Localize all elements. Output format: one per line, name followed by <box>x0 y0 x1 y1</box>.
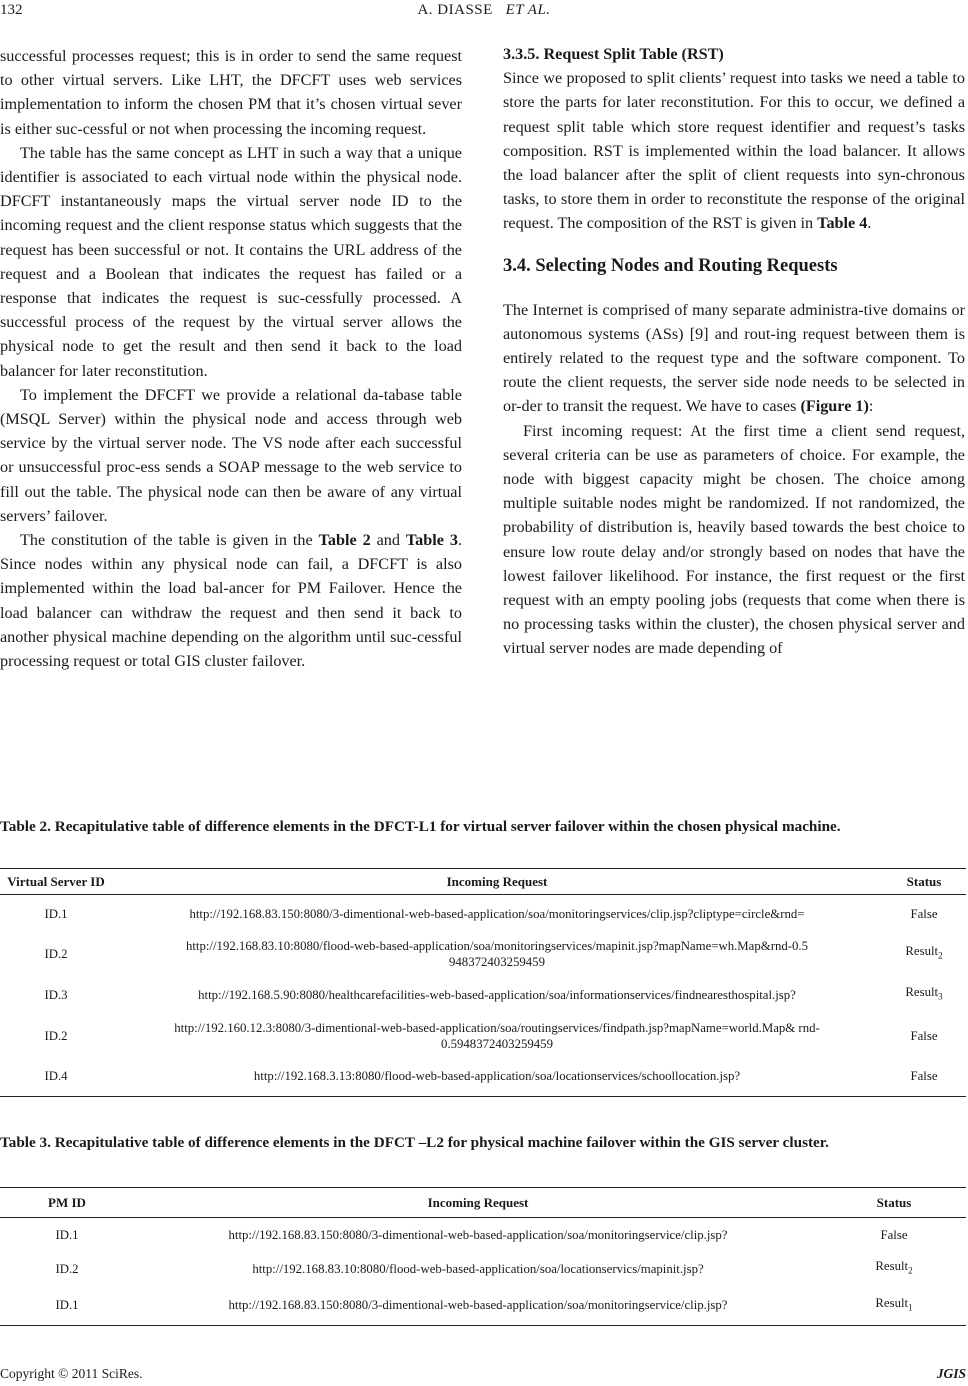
running-head-authors: A. DIASSE <box>417 2 493 18</box>
page-number: 132 <box>0 2 23 18</box>
table-cell-status <box>882 975 966 1015</box>
table-4-ref: Table 4 <box>817 214 868 233</box>
table-2-caption: Table 2. Recapitulative table of difference elements in the DFCT-L1 for virtual server failover within the chosen physical machine. <box>0 818 841 835</box>
table-cell-request: http://192.168.83.150:8080/3-dimentional-web-based-application/soa/monitoringservice/clip.jsp? <box>134 1286 822 1326</box>
table-2-header-request: Incoming Request <box>112 869 882 895</box>
table-cell-status: False <box>910 1028 938 1043</box>
right-paragraph-1 <box>503 66 965 235</box>
table-cell-request: http://192.160.12.3:8080/3-dimentional-web-based-application/soa/routingservices/findpath.jsp?mapName=world.Map& rnd-0.5948372403259459 <box>174 1020 820 1051</box>
left-paragraph-3: To implement the DFCFT we provide a relational da-tabase table (MSQL Server) within the physical node and access through web service by the virtual server node. The VS node after each successful or unsuccessful proc-ess sends a SOAP message to the web service to fill out the table. The physical node can then be aware of any virtual servers’ failover. <box>0 385 462 525</box>
table-row <box>0 933 966 975</box>
table-cell-status <box>822 1252 966 1286</box>
figure-1-ref: (Figure 1) <box>800 397 869 416</box>
left-paragraph-4 <box>0 528 462 673</box>
table-cell-status: False <box>882 1057 966 1097</box>
left-p4-text-b: and <box>370 531 406 550</box>
table-row <box>0 1218 966 1252</box>
left-p4-text-a: The constitution of the table is given in the <box>20 531 319 550</box>
table-3-header-id: PM ID <box>0 1188 134 1218</box>
table-2-header-id: Virtual Server ID <box>0 869 112 895</box>
running-head <box>0 2 968 19</box>
table-cell-request: http://192.168.83.150:8080/3-dimentional-web-based-application/soa/monitoringservice/clip.jsp? <box>228 1227 728 1242</box>
running-head-et-al: ET AL. <box>505 2 551 18</box>
table-2-header-row <box>0 869 966 895</box>
right-p2-end: : <box>868 397 874 416</box>
left-p4-text-c: . Since nodes within any physical node can fail, a DFCFT is also implemented within the load bal-ancer for PM Failover. Hence the load balancer can withdraw the request and then send it back to another physical machine depending on the algorithm until suc-cessful processing request or total GIS cluster failover. <box>0 531 463 671</box>
table-cell-request: http://192.168.3.13:8080/flood-web-based-application/soa/locationservices/schoollocation.jsp? <box>112 1057 882 1097</box>
table-row <box>0 1057 966 1097</box>
journal-name: JGIS <box>936 1366 966 1381</box>
table-cell-id: ID.1 <box>44 906 68 921</box>
page-footer <box>0 1366 966 1382</box>
table-3-header-row <box>0 1188 966 1218</box>
table-cell-status: False <box>910 906 938 921</box>
table-cell-id: ID.2 <box>44 1028 68 1043</box>
copyright-notice: Copyright © 2011 SciRes. <box>0 1366 143 1381</box>
left-paragraph-1: successful processes request; this is in order to send the same request to other virtual servers. Like LHT, the DFCFT uses web services implementation to inform the chosen PM that it’s chosen virtual sever is either suc-cessful or not when processing the incoming request. <box>0 47 462 138</box>
table-2-header-status: Status <box>882 869 966 895</box>
table-3-header-status: Status <box>822 1188 966 1218</box>
table-row <box>0 1015 966 1057</box>
table-cell-status <box>882 933 966 975</box>
right-p2-text: The Internet is comprised of many separate administra-tive domains or autonomous systems (ASs) [9] and rout-ing request between them is entirely related to the request type and the software component. To route the client requests, the server side node needs to be selected in or-der to transit the request. We have to cases <box>503 300 965 416</box>
table-cell-id: ID.4 <box>0 1057 112 1097</box>
table-3-ref: Table 3 <box>405 531 458 550</box>
table-cell-status: False <box>880 1227 908 1242</box>
table-row <box>0 1252 966 1286</box>
table-cell-id: ID.2 <box>55 1261 79 1276</box>
status-subscript: 2 <box>938 950 943 961</box>
table-cell-status <box>822 1286 966 1326</box>
table-cell-request: http://192.168.83.150:8080/3-dimentional-web-based-application/soa/monitoringservices/clip.jsp?cliptype=circle&rnd= <box>189 906 805 921</box>
right-column <box>503 42 965 661</box>
section-heading-3-4: 3.4. Selecting Nodes and Routing Requests <box>503 255 838 276</box>
left-paragraph-2: The table has the same concept as LHT in such a way that a unique identifier is associated to each virtual node within the physical node. DFCFT instantaneously maps the virtual server node ID to the incoming request and the client response status which suggests that the request has been successful or not. It contains the URL address of the request and a Boolean that indicates the request has failed or a response that indicates the request is suc-cessfully processed. A successful process of the request by the virtual server allows the physical node to get the result and then send it back to the load balancer for later reconstitution. <box>0 143 462 380</box>
table-row <box>0 975 966 1015</box>
table-3-caption: Table 3. Recapitulative table of difference elements in the DFCT –L2 for physical machine failover within the GIS server cluster. <box>0 1134 829 1151</box>
table-row <box>0 895 966 933</box>
table-cell-request: http://192.168.83.10:8080/flood-web-based-application/soa/monitoringservices/mapinit.jsp?mapName=wh.Map&rnd-0.5 948372403259459 <box>185 938 809 969</box>
table-2 <box>0 868 966 1097</box>
subsection-heading-3-3-5: 3.3.5. Request Split Table (RST) <box>503 45 724 63</box>
status-text: Result <box>875 1295 909 1310</box>
status-subscript: 2 <box>908 1265 913 1276</box>
right-paragraph-3: First incoming request: At the first time a client send request, several criteria can be use as parameters of choice. For example, the node with biggest capacity might be chosen. The choice among multiple suitable nodes might be randomized. If not randomized, the probability of distribution is, heavily based towards the best choice to ensure low route delay and/or strongly based on nodes that have the lowest failover likelihood. For instance, the first request or the first request with an empty pooling jobs (requests that come when there is no processing tasks within the cluster), the chosen physical server and virtual server nodes are made depending of <box>503 421 965 658</box>
table-cell-request: http://192.168.83.10:8080/flood-web-based-application/soa/locationservics/mapinit.jsp? <box>252 1261 704 1276</box>
table-cell-id: ID.2 <box>44 946 68 961</box>
status-text: Result <box>905 985 939 1000</box>
table-row <box>0 1286 966 1326</box>
status-subscript: 3 <box>938 991 943 1002</box>
table-cell-id: ID.1 <box>55 1227 79 1242</box>
table-3-header-request: Incoming Request <box>134 1188 822 1218</box>
right-p1-text: Since we proposed to split clients’ request into tasks we need a table to store the parts for later reconstitution. For this to occur, we defined a request split table which store request identifier and request’s tasks composition. RST is implemented within the load balancer. It allows the load balancer after the split of client requests into syn-chronous tasks, to store them in order to reconstitute the response of the original request. The composition of the RST is given in <box>503 69 965 233</box>
table-2-ref: Table 2 <box>318 531 371 550</box>
status-subscript: 1 <box>908 1302 913 1313</box>
right-p1-end: . <box>867 214 872 233</box>
table-cell-id: ID.1 <box>0 1286 134 1326</box>
table-cell-request: http://192.168.5.90:8080/healthcarefacilities-web-based-application/soa/informationservices/findnearesthospital.jsp? <box>198 987 796 1002</box>
status-text: Result <box>875 1259 909 1274</box>
table-3 <box>0 1187 966 1326</box>
status-text: Result <box>905 944 939 959</box>
right-paragraph-2 <box>503 298 965 419</box>
table-cell-id: ID.3 <box>44 987 68 1002</box>
left-column <box>0 44 462 673</box>
page-header <box>0 0 968 30</box>
